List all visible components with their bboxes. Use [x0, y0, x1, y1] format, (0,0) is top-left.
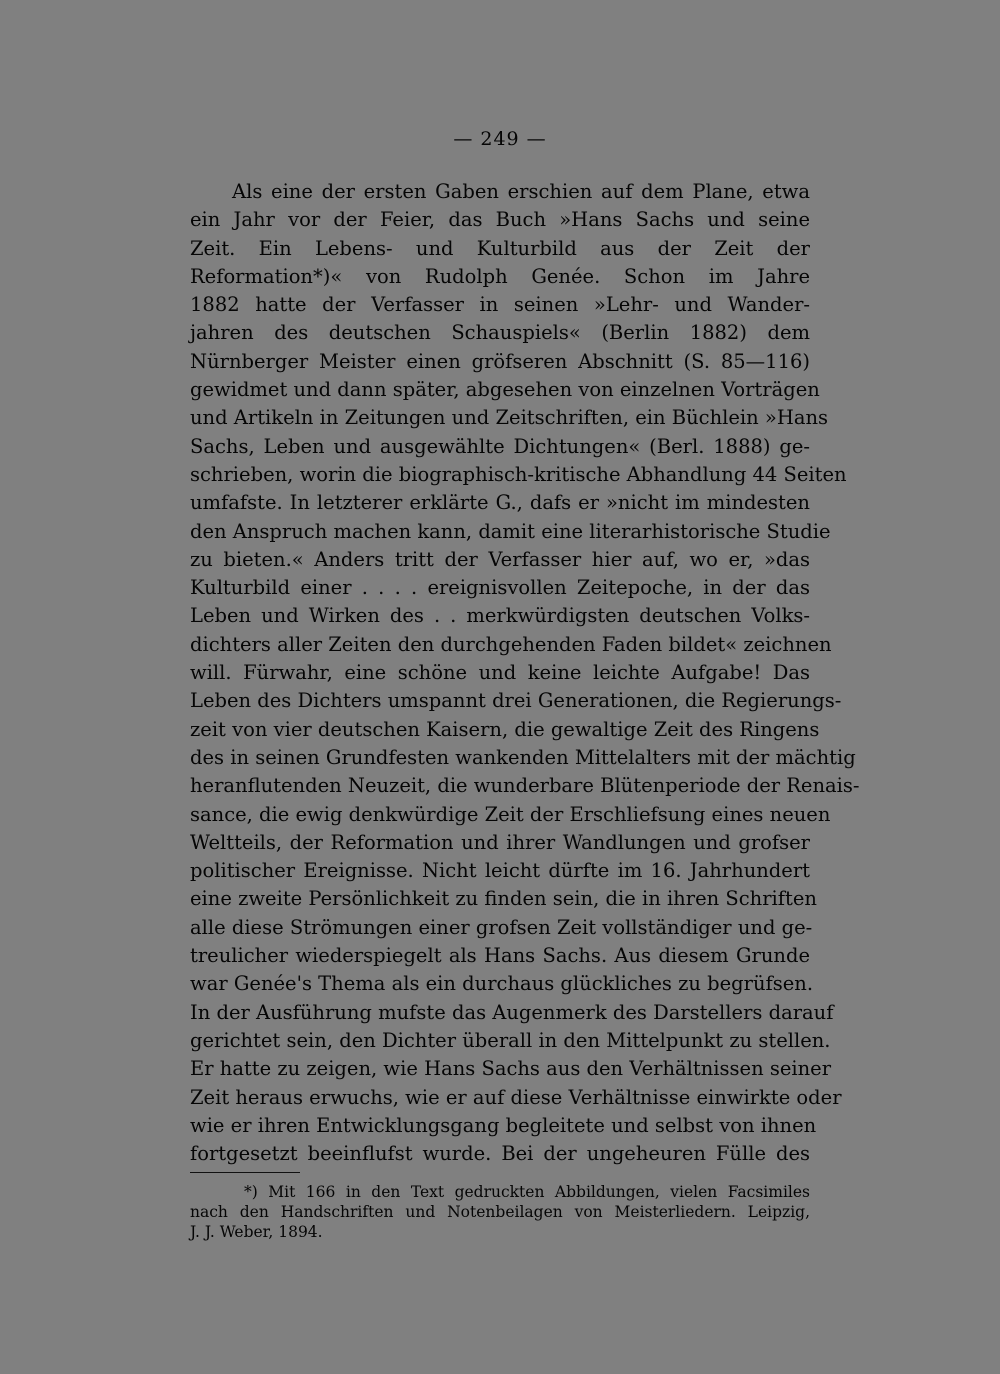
- body-line: war Genée's Thema als ein durchaus glückliches zu begrüfsen.: [190, 972, 814, 996]
- footnote-line: *) Mit 166 in den Text gedruckten Abbildungen, vielen Facsimiles: [244, 1183, 810, 1201]
- body-line: sance, die ewig denkwürdige Zeit der Erschliefsung eines neuen: [190, 802, 831, 826]
- body-line: gewidmet und dann später, abgesehen von einzelnen Vorträgen: [190, 378, 820, 402]
- footnote-line: nach den Handschriften und Notenbeilagen von Meisterliedern. Leipzig,: [190, 1203, 810, 1221]
- body-line: eine zweite Persönlichkeit zu finden sein, die in ihren Schriften: [190, 887, 817, 911]
- body-line: umfafste. In letzterer erklärte G., dafs er »nicht im mindesten: [190, 491, 810, 515]
- body-line: zu bieten.« Anders tritt der Verfasser hier auf, wo er, »das: [190, 547, 810, 571]
- footnote: [190, 1182, 810, 1242]
- footnote-divider: [190, 1172, 300, 1173]
- body-line: Als eine der ersten Gaben erschien auf dem Plane, etwa: [232, 180, 810, 203]
- body-line: In der Ausführung mufste das Augenmerk des Darstellers darauf: [190, 1000, 834, 1024]
- body-line: des in seinen Grundfesten wankenden Mittelalters mit der mächtig: [190, 745, 856, 769]
- body-line: will. Fürwahr, eine schöne und keine leichte Aufgabe! Das: [190, 661, 810, 685]
- body-line: politischer Ereignisse. Nicht leicht dürfte im 16. Jahrhundert: [190, 859, 810, 883]
- body-line: Weltteils, der Reformation und ihrer Wandlungen und grofser: [190, 830, 810, 854]
- body-line: und Artikeln in Zeitungen und Zeitschriften, ein Büchlein »Hans: [190, 406, 829, 430]
- body-line: Zeit. Ein Lebens- und Kulturbild aus der Zeit der: [190, 236, 810, 260]
- body-line: Nürnberger Meister einen gröfseren Abschnitt (S. 85—116): [190, 349, 810, 373]
- body-line: den Anspruch machen kann, damit eine literarhistorische Studie: [190, 519, 831, 543]
- body-line: Er hatte zu zeigen, wie Hans Sachs aus den Verhältnissen seiner: [190, 1057, 832, 1081]
- body-line: 1882 hatte der Verfasser in seinen »Lehr- und Wander-: [190, 293, 810, 317]
- body-line: dichters aller Zeiten den durchgehenden Faden bildet« zeichnen: [190, 632, 832, 656]
- body-line: Reformation*)« von Rudolph Genée. Schon im Jahre: [190, 264, 810, 288]
- body-line: Leben und Wirken des . . merkwürdigsten deutschen Volks-: [190, 604, 810, 628]
- footnote-line: J. J. Weber, 1894.: [190, 1223, 323, 1241]
- body-text: [190, 178, 860, 1168]
- body-line: gerichtet sein, den Dichter überall in den Mittelpunkt zu stellen.: [190, 1028, 831, 1052]
- body-line: Kulturbild einer . . . . ereignisvollen Zeitepoche, in der das: [190, 576, 810, 600]
- body-line: Sachs, Leben und ausgewählte Dichtungen« (Berl. 1888) ge-: [190, 434, 810, 458]
- body-line: Zeit heraus erwuchs, wie er auf diese Verhältnisse einwirkte oder: [190, 1085, 842, 1109]
- body-line: Leben des Dichters umspannt drei Generationen, die Regierungs-: [190, 689, 842, 713]
- body-line: jahren des deutschen Schauspiels« (Berlin 1882) dem: [190, 321, 810, 345]
- body-line: ein Jahr vor der Feier, das Buch »Hans Sachs und seine: [190, 208, 810, 232]
- body-line: schrieben, worin die biographisch-kritische Abhandlung 44 Seiten: [190, 462, 847, 486]
- body-line: fortgesetzt beeinflufst wurde. Bei der ungeheuren Fülle des: [190, 1142, 810, 1166]
- body-line: zeit von vier deutschen Kaisern, die gewaltige Zeit des Ringens: [190, 717, 820, 741]
- body-line: alle diese Strömungen einer grofsen Zeit vollständiger und ge-: [190, 915, 813, 939]
- page-number: — 249 —: [453, 128, 547, 150]
- body-line: treulicher wiederspiegelt als Hans Sachs. Aus diesem Grunde: [190, 944, 810, 968]
- body-line: wie er ihren Entwicklungsgang begleitete und selbst von ihnen: [190, 1113, 817, 1137]
- body-line: heranflutenden Neuzeit, die wunderbare Blütenperiode der Renais-: [190, 774, 860, 798]
